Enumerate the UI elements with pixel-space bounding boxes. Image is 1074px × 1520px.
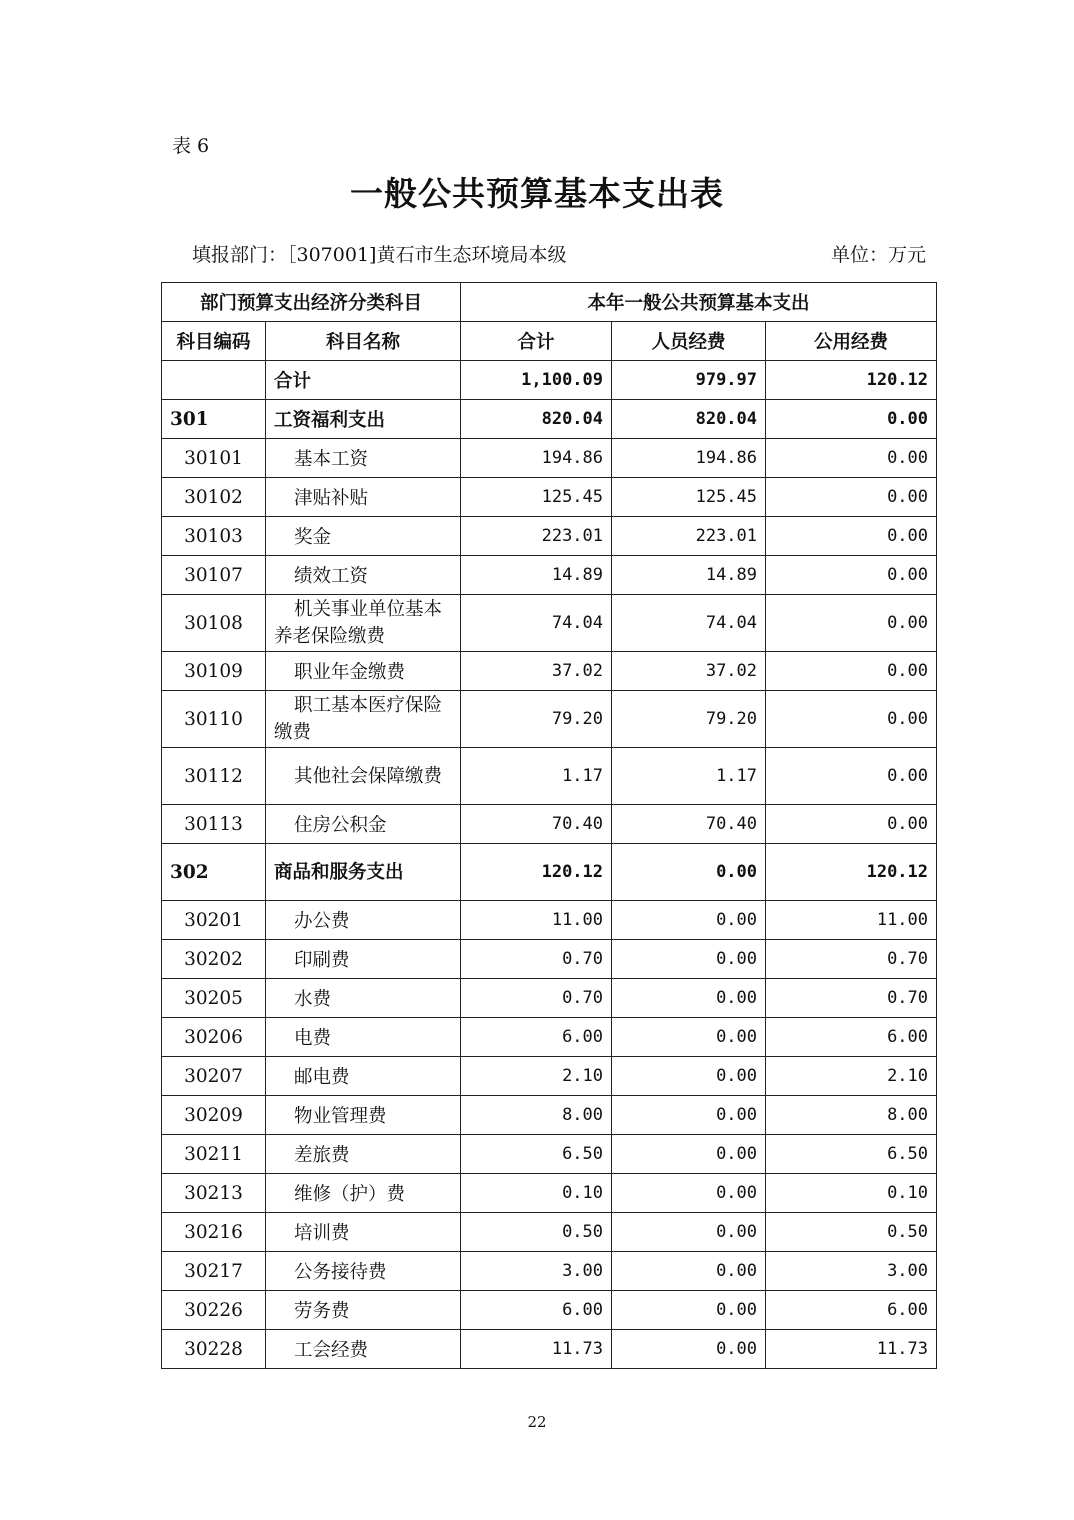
- cell-name-text: 津贴补贴: [294, 488, 369, 509]
- cell-total: 79.20: [461, 691, 612, 748]
- cell-personnel: 74.04: [612, 595, 766, 652]
- cell-name-text: 奖金: [294, 527, 332, 548]
- table-row: [162, 1057, 937, 1096]
- table-row: [162, 517, 937, 556]
- table-row: [162, 979, 937, 1018]
- cell-name-text: 职工基本医疗保险缴费: [274, 695, 443, 743]
- cell-public: 0.10: [766, 1174, 937, 1213]
- cell-name-text: 办公费: [294, 911, 350, 932]
- cell-total: 0.10: [461, 1174, 612, 1213]
- cell-personnel: 0.00: [612, 1213, 766, 1252]
- cell-name-text: 工会经费: [294, 1340, 369, 1361]
- cell-public: 3.00: [766, 1252, 937, 1291]
- cell-public: 11.00: [766, 901, 937, 940]
- table-row: [162, 1252, 937, 1291]
- cell-total: 37.02: [461, 652, 612, 691]
- cell-public: 0.00: [766, 517, 937, 556]
- cell-personnel: 0.00: [612, 1018, 766, 1057]
- cell-code: 30211: [162, 1135, 266, 1174]
- cell-personnel: 0.00: [612, 1135, 766, 1174]
- cell-public: 120.12: [766, 361, 937, 400]
- cell-name-text: 住房公积金: [294, 815, 387, 836]
- cell-total: 194.86: [461, 439, 612, 478]
- department-label: 填报部门：［307001]黄石市生态环境局本级: [192, 244, 567, 266]
- cell-personnel: 125.45: [612, 478, 766, 517]
- cell-personnel: 0.00: [612, 1174, 766, 1213]
- cell-name-text: 劳务费: [294, 1301, 350, 1322]
- cell-name: [266, 439, 461, 478]
- table-row: [162, 556, 937, 595]
- cell-public: 0.50: [766, 1213, 937, 1252]
- cell-name: [266, 901, 461, 940]
- cell-name-text: 绩效工资: [294, 566, 369, 587]
- cell-public: 0.00: [766, 805, 937, 844]
- cell-public: 0.00: [766, 595, 937, 652]
- cell-public: 0.00: [766, 691, 937, 748]
- cell-personnel: 0.00: [612, 901, 766, 940]
- cell-name: 工资福利支出: [266, 400, 461, 439]
- cell-public: 11.73: [766, 1330, 937, 1369]
- table-row: [162, 844, 937, 901]
- table-row: [162, 805, 937, 844]
- cell-personnel: 79.20: [612, 691, 766, 748]
- table-row: [162, 1330, 937, 1369]
- cell-name: [266, 1057, 461, 1096]
- cell-total: 6.50: [461, 1135, 612, 1174]
- cell-public: 0.00: [766, 652, 937, 691]
- cell-public: 120.12: [766, 844, 937, 901]
- cell-code: 30201: [162, 901, 266, 940]
- cell-name: [266, 748, 461, 805]
- table-row: [162, 1018, 937, 1057]
- cell-public: 6.50: [766, 1135, 937, 1174]
- cell-name-text: 水费: [294, 989, 332, 1010]
- cell-code: 30113: [162, 805, 266, 844]
- cell-total: 0.50: [461, 1213, 612, 1252]
- cell-personnel: 194.86: [612, 439, 766, 478]
- cell-personnel: 1.17: [612, 748, 766, 805]
- cell-total: 1.17: [461, 748, 612, 805]
- cell-personnel: 70.40: [612, 805, 766, 844]
- header-group-classification: 部门预算支出经济分类科目: [162, 283, 461, 322]
- table-row: [162, 595, 937, 652]
- cell-total: 1,100.09: [461, 361, 612, 400]
- table-row: [162, 652, 937, 691]
- table-row: [162, 691, 937, 748]
- cell-total: 74.04: [461, 595, 612, 652]
- table-row: [162, 439, 937, 478]
- cell-total: 0.70: [461, 940, 612, 979]
- cell-personnel: 0.00: [612, 1291, 766, 1330]
- table-row: [162, 361, 937, 400]
- cell-code: 30108: [162, 595, 266, 652]
- cell-total: 70.40: [461, 805, 612, 844]
- cell-total: 14.89: [461, 556, 612, 595]
- cell-total: 11.73: [461, 1330, 612, 1369]
- cell-code: 30110: [162, 691, 266, 748]
- cell-public: 8.00: [766, 1096, 937, 1135]
- cell-name: 商品和服务支出: [266, 844, 461, 901]
- cell-total: 125.45: [461, 478, 612, 517]
- cell-name: [266, 940, 461, 979]
- cell-personnel: 0.00: [612, 1096, 766, 1135]
- cell-public: 0.00: [766, 439, 937, 478]
- header-group-expenditure: 本年一般公共预算基本支出: [461, 283, 937, 322]
- cell-name: [266, 556, 461, 595]
- cell-code: 30207: [162, 1057, 266, 1096]
- cell-total: 2.10: [461, 1057, 612, 1096]
- cell-public: 0.70: [766, 979, 937, 1018]
- cell-public: 6.00: [766, 1018, 937, 1057]
- cell-name: 合计: [266, 361, 461, 400]
- cell-code: [162, 361, 266, 400]
- cell-total: 6.00: [461, 1291, 612, 1330]
- cell-code: 30228: [162, 1330, 266, 1369]
- cell-personnel: 223.01: [612, 517, 766, 556]
- table-row: [162, 940, 937, 979]
- header-name: 科目名称: [266, 322, 461, 361]
- cell-personnel: 0.00: [612, 1057, 766, 1096]
- table-row: [162, 748, 937, 805]
- cell-code: 30205: [162, 979, 266, 1018]
- cell-name: [266, 691, 461, 748]
- budget-table: [161, 282, 937, 1369]
- cell-name-text: 印刷费: [294, 950, 350, 971]
- table-row: [162, 1291, 937, 1330]
- header-public: 公用经费: [766, 322, 937, 361]
- cell-code: 30216: [162, 1213, 266, 1252]
- page-number: 22: [527, 1413, 547, 1431]
- cell-total: 0.70: [461, 979, 612, 1018]
- cell-code: 30209: [162, 1096, 266, 1135]
- cell-name-text: 培训费: [294, 1223, 350, 1244]
- cell-name: [266, 1096, 461, 1135]
- cell-code: 30202: [162, 940, 266, 979]
- cell-personnel: 0.00: [612, 1252, 766, 1291]
- cell-total: 6.00: [461, 1018, 612, 1057]
- cell-code: 301: [162, 400, 266, 439]
- cell-code: 30101: [162, 439, 266, 478]
- cell-total: 11.00: [461, 901, 612, 940]
- cell-public: 6.00: [766, 1291, 937, 1330]
- cell-public: 0.00: [766, 748, 937, 805]
- page-title: 一般公共预算基本支出表: [350, 174, 724, 213]
- cell-code: 30213: [162, 1174, 266, 1213]
- cell-code: 30109: [162, 652, 266, 691]
- table-row: [162, 901, 937, 940]
- cell-total: 8.00: [461, 1096, 612, 1135]
- cell-name-text: 邮电费: [294, 1067, 350, 1088]
- cell-name-text: 职业年金缴费: [294, 662, 406, 683]
- table-label: 表 6: [172, 135, 210, 157]
- cell-name-text: 其他社会保障缴费: [294, 765, 443, 787]
- table-row: [162, 1135, 937, 1174]
- cell-name: [266, 652, 461, 691]
- cell-code: 30112: [162, 748, 266, 805]
- cell-name-text: 基本工资: [294, 449, 369, 470]
- table-row: [162, 1213, 937, 1252]
- cell-name: [266, 1213, 461, 1252]
- cell-public: 0.00: [766, 556, 937, 595]
- cell-personnel: 14.89: [612, 556, 766, 595]
- unit-label: 单位：万元: [830, 244, 926, 266]
- table-row: [162, 478, 937, 517]
- cell-code: 30226: [162, 1291, 266, 1330]
- cell-personnel: 37.02: [612, 652, 766, 691]
- cell-name: [266, 1174, 461, 1213]
- cell-code: 30217: [162, 1252, 266, 1291]
- cell-code: 30206: [162, 1018, 266, 1057]
- cell-public: 0.00: [766, 478, 937, 517]
- cell-name-text: 物业管理费: [294, 1106, 387, 1127]
- cell-personnel: 0.00: [612, 940, 766, 979]
- cell-total: 820.04: [461, 400, 612, 439]
- header-total: 合计: [461, 322, 612, 361]
- cell-name: [266, 478, 461, 517]
- cell-personnel: 820.04: [612, 400, 766, 439]
- cell-name-text: 公务接待费: [294, 1262, 387, 1283]
- cell-code: 302: [162, 844, 266, 901]
- cell-name-text: 机关事业单位基本养老保险缴费: [274, 599, 443, 647]
- cell-public: 0.00: [766, 400, 937, 439]
- cell-name: [266, 1252, 461, 1291]
- cell-name: [266, 1018, 461, 1057]
- cell-personnel: 0.00: [612, 979, 766, 1018]
- cell-public: 2.10: [766, 1057, 937, 1096]
- cell-name: [266, 1330, 461, 1369]
- cell-name-text: 维修（护）费: [294, 1184, 406, 1205]
- cell-name: [266, 517, 461, 556]
- cell-name-text: 差旅费: [294, 1145, 350, 1166]
- cell-total: 3.00: [461, 1252, 612, 1291]
- cell-public: 0.70: [766, 940, 937, 979]
- cell-code: 30102: [162, 478, 266, 517]
- table-body: [162, 361, 937, 1369]
- table-row: [162, 1174, 937, 1213]
- cell-name-text: 电费: [294, 1028, 332, 1049]
- cell-code: 30103: [162, 517, 266, 556]
- cell-personnel: 979.97: [612, 361, 766, 400]
- cell-name: [266, 1135, 461, 1174]
- cell-name: [266, 979, 461, 1018]
- cell-code: 30107: [162, 556, 266, 595]
- header-code: 科目编码: [162, 322, 266, 361]
- cell-name: [266, 1291, 461, 1330]
- table-row: [162, 1096, 937, 1135]
- cell-total: 223.01: [461, 517, 612, 556]
- header-personnel: 人员经费: [612, 322, 766, 361]
- cell-personnel: 0.00: [612, 1330, 766, 1369]
- cell-personnel: 0.00: [612, 844, 766, 901]
- cell-name: [266, 805, 461, 844]
- cell-name: [266, 595, 461, 652]
- table-row: [162, 400, 937, 439]
- cell-total: 120.12: [461, 844, 612, 901]
